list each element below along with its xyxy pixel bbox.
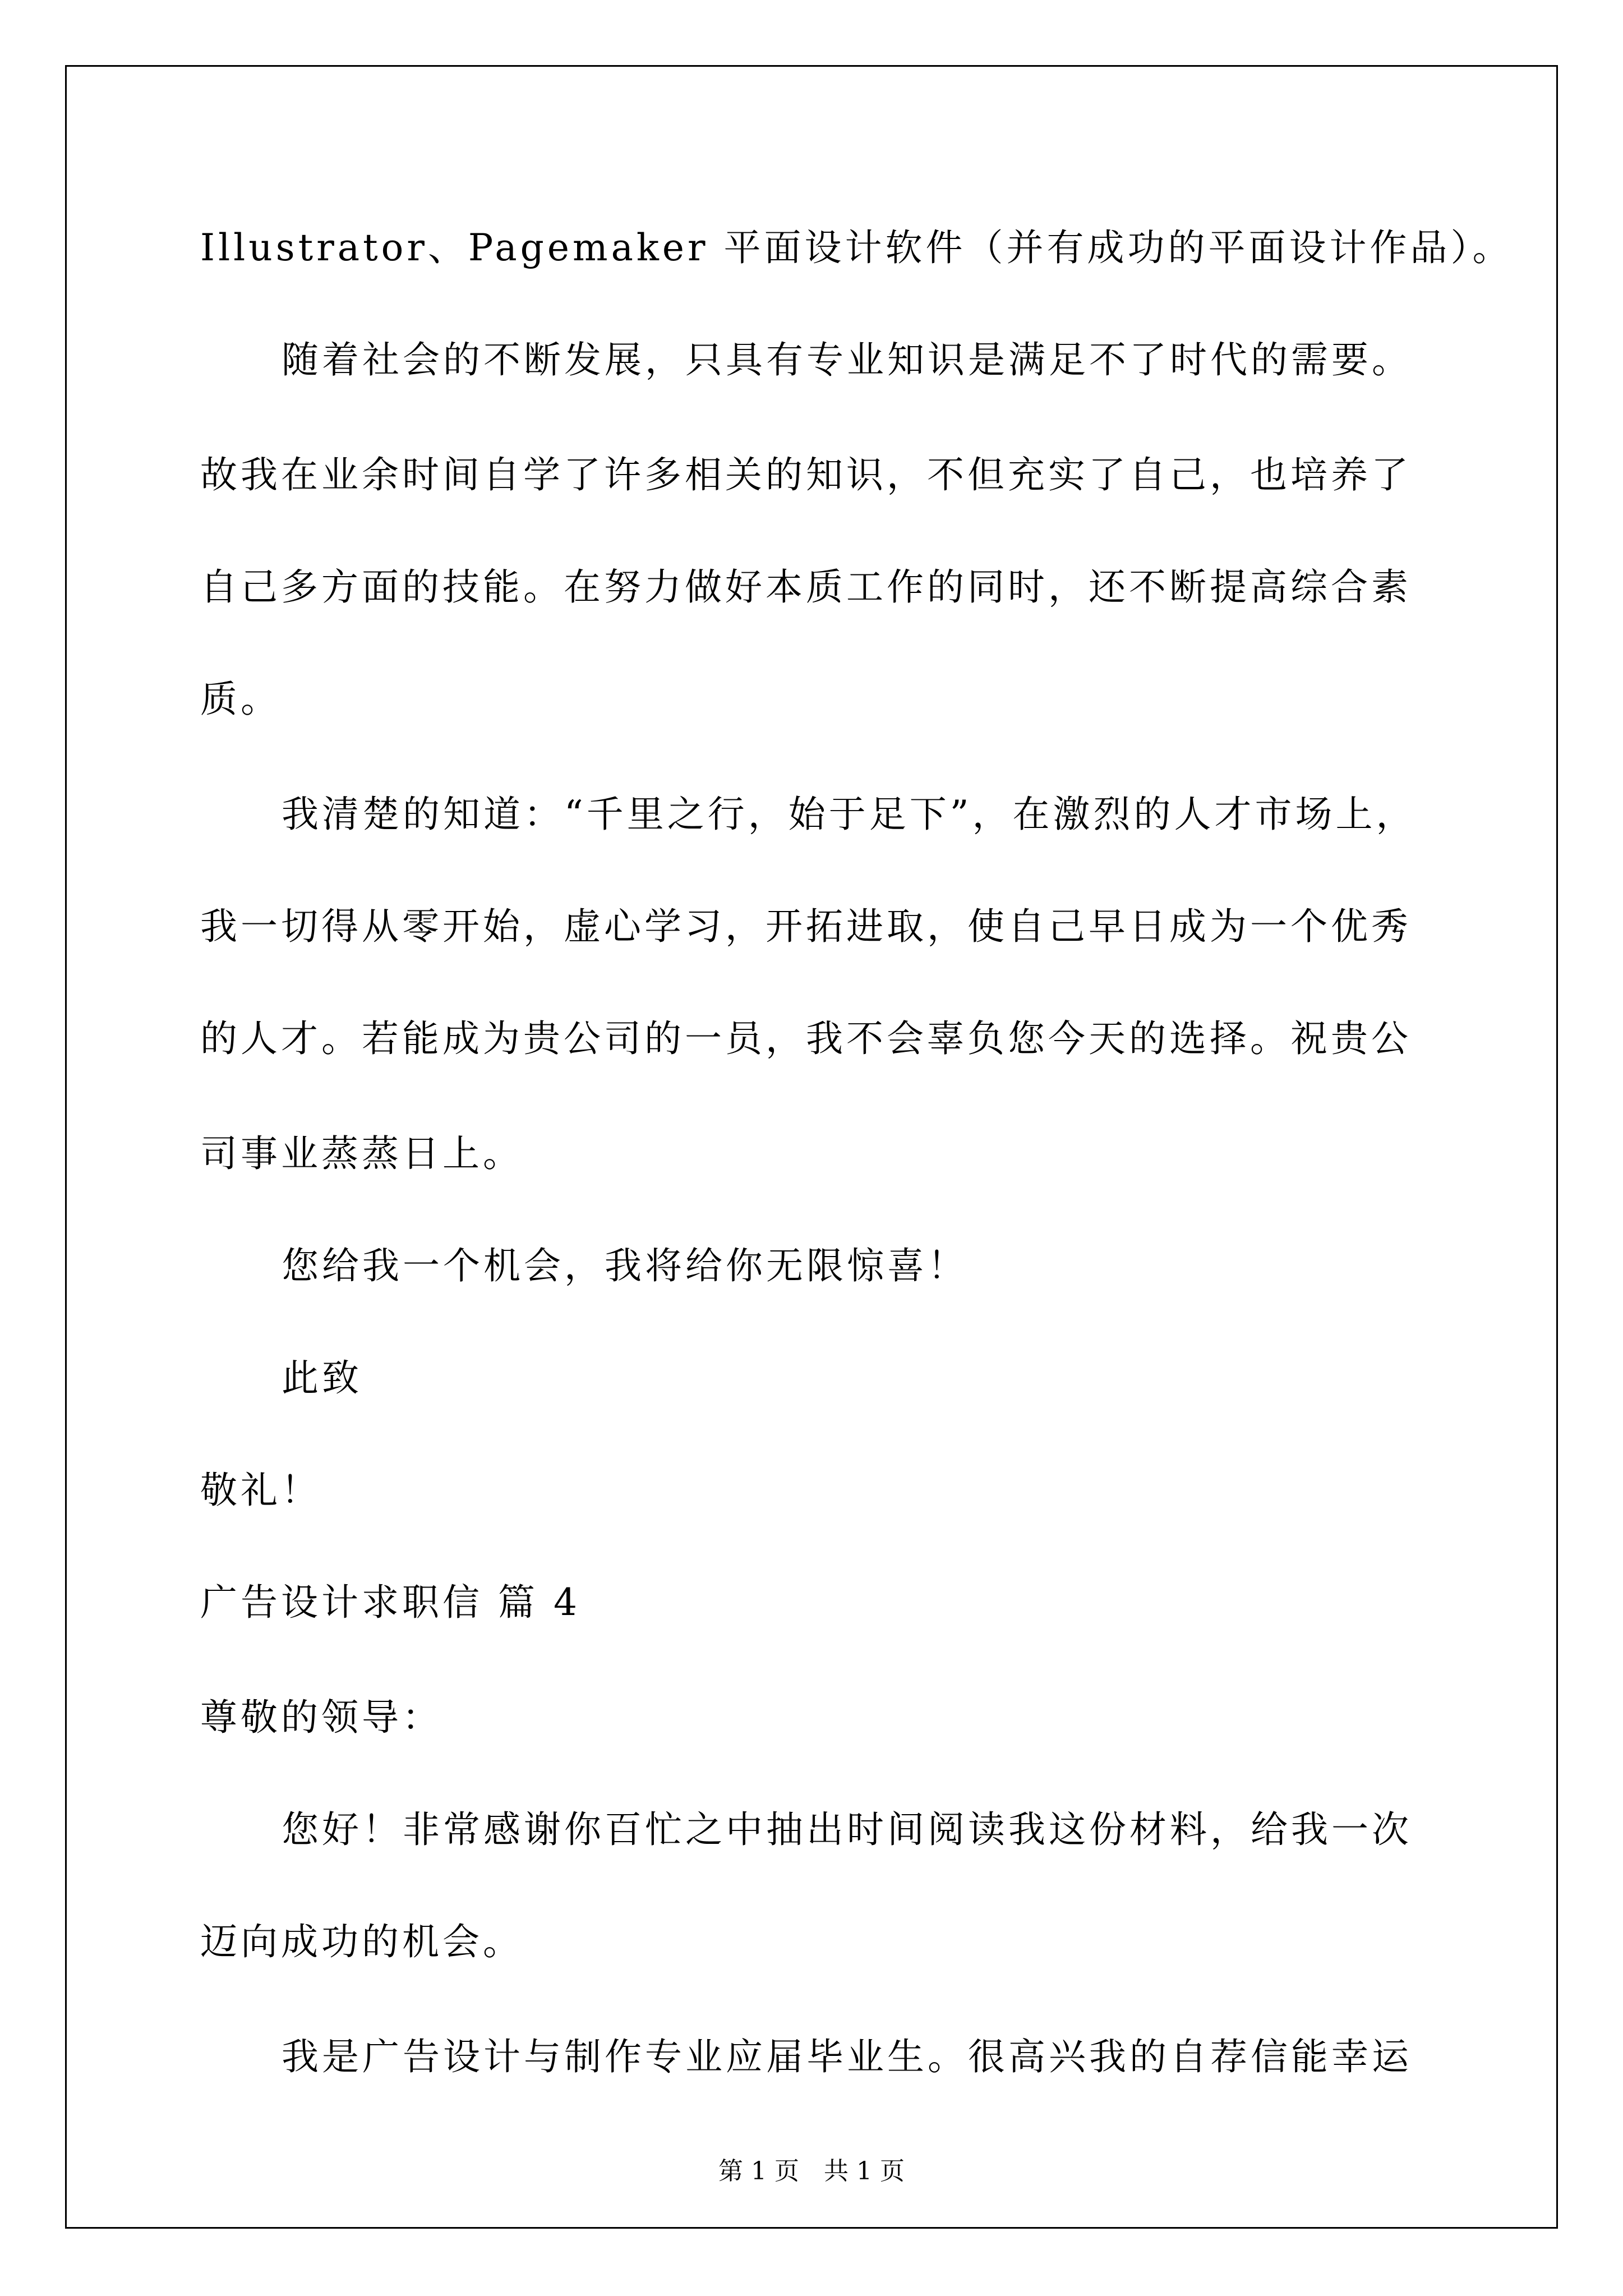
text-line: 自己多方面的技能。在努力做好本质工作的同时，还不断提高综合素 — [200, 565, 1412, 609]
text-line: 司事业蒸蒸日上。 — [200, 1132, 523, 1175]
closing-phrase: 此致 — [282, 1356, 362, 1400]
paragraph-start: 随着社会的不断发展，只具有专业知识是满足不了时代的需要。 — [282, 338, 1412, 381]
page-number-footer: 第 1 页 共 1 页 — [718, 2157, 905, 2185]
text-line: Illustrator、Pagemaker 平面设计软件（并有成功的平面设计作品）。 — [200, 226, 1513, 269]
text-body — [200, 67, 1513, 2227]
paragraph-start: 您好！非常感谢你百忙之中抽出时间阅读我这份材料，给我一次 — [282, 1808, 1412, 1851]
page-border — [65, 65, 1558, 2229]
section-heading: 广告设计求职信 篇 4 — [200, 1581, 580, 1624]
text-line: 迈向成功的机会。 — [200, 1920, 523, 1963]
paragraph-start: 我清楚的知道：“千里之行，始于足下”，在激烈的人才市场上， — [282, 793, 1417, 836]
text-line: 的人才。若能成为贵公司的一员，我不会辜负您今天的选择。祝贵公 — [200, 1017, 1412, 1060]
greeting: 尊敬的领导： — [200, 1696, 442, 1739]
paragraph-start: 我是广告设计与制作专业应届毕业生。很高兴我的自荐信能幸运 — [282, 2035, 1412, 2078]
text-line: 故我在业余时间自学了许多相关的知识，不但充实了自己，也培养了 — [200, 453, 1412, 496]
text-line: 质。 — [200, 678, 281, 721]
text-line: 我一切得从零开始，虚心学习，开拓进取，使自己早日成为一个优秀 — [200, 905, 1412, 948]
salutation-closing: 敬礼！ — [200, 1469, 321, 1512]
paragraph-start: 您给我一个机会，我将给你无限惊喜！ — [282, 1244, 968, 1287]
